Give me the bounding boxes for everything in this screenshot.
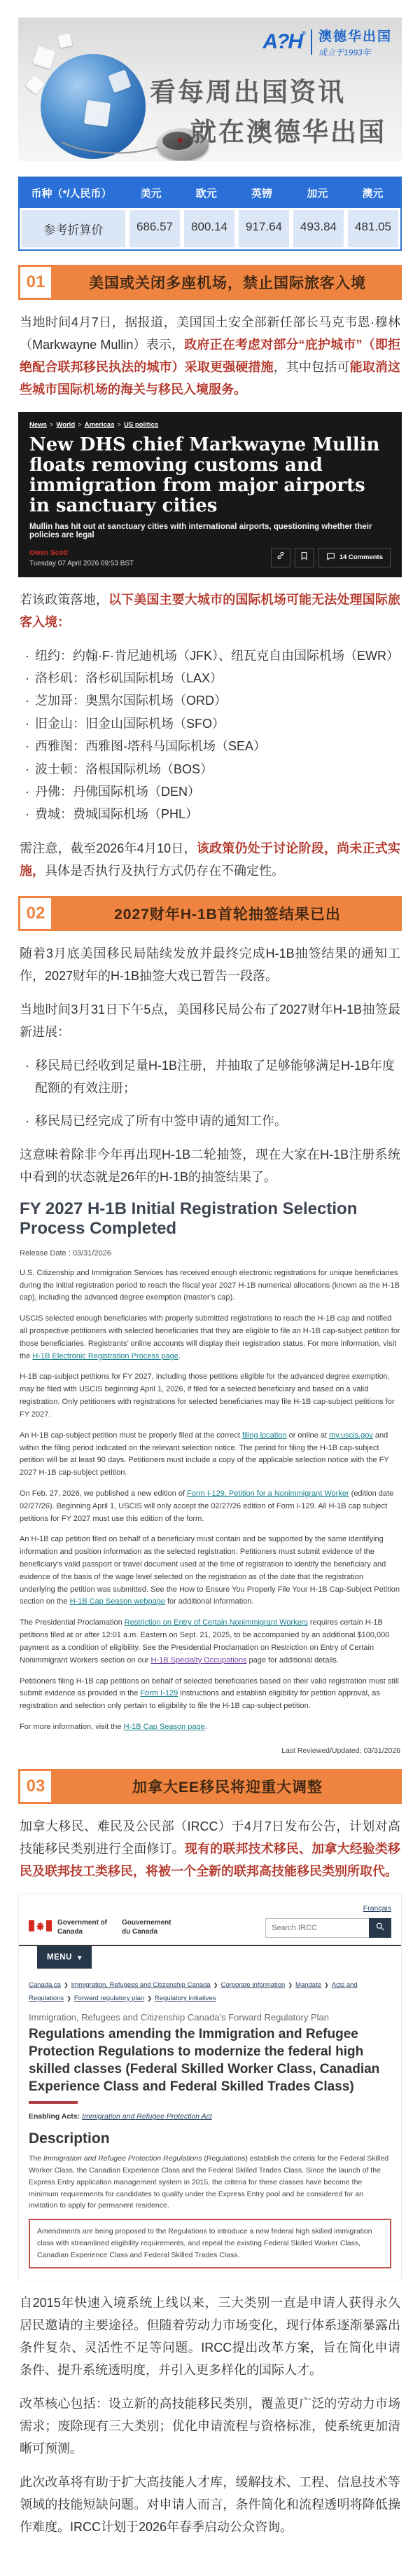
breadcrumb-link[interactable]: Mandate [295, 1981, 322, 1989]
fx-value: 800.14 [184, 210, 234, 247]
paragraph: 当地时间3月31日下午5点，美国移民局公布了2027财年H-1B抽签最新进展： [20, 1002, 400, 1039]
fx-header-cell: 英镑 [251, 188, 273, 200]
section-title: 美国或关闭多座机场，禁止国际旅客入境 [89, 275, 366, 291]
breadcrumb-link[interactable]: Acts and Regulations [29, 1981, 358, 2002]
puzzle-piece-icon [33, 46, 56, 69]
fx-data-row [20, 208, 400, 249]
link-h1b-cap-season-webpage[interactable]: H-1B Cap Season webpage [69, 1597, 165, 1606]
gov-of-canada-en: Government of Canada [57, 1919, 108, 1936]
breadcrumb-link[interactable]: Forward regulatory plan [74, 1994, 145, 2002]
uscis-paragraph: U.S. Citizenship and Immigration Services has received enough electronic registrations for unique beneficiaries during the initial registration period to reach the fiscal year 2027 H-1B numerical allocations (known as the H-1B cap), including the advanced degree exemption (master’s cap). [20, 1268, 400, 1302]
canada-header [29, 1918, 391, 1938]
fx-header-cell: 澳元 [362, 188, 384, 200]
gov-of-canada-fr: Gouvernement du Canada [122, 1919, 172, 1936]
news-meta [29, 548, 391, 567]
language-toggle-link[interactable]: Français [363, 1903, 391, 1913]
share-link-button[interactable] [271, 548, 290, 567]
uscis-paragraph: The Presidential Proclamation Restriction on Entry of Certain Nonimmigrant Workers requires certain H-1B petitions filed at or after 12:01 a.m. Eastern on Sept. 21, 2025, to be accompanied by an additional $100,000 payment as a condition of eligibility. See the Presidential Proclamation on Restriction on Entry of Certain Nonimmigrant Workers section on our H-1B Specialty Occupations page for additional details. [20, 1618, 390, 1665]
h1b-update-list [20, 1054, 400, 1132]
chevron-down-icon: ▾ [77, 1953, 83, 1962]
list-item: · 移民局已经收到足量H-1B注册，并抽取了足够能够满足H-1B年度配额的有效注册； [25, 1058, 396, 1096]
link-form-i129[interactable]: Form I-129 [140, 1689, 178, 1698]
fx-value: 481.05 [348, 210, 398, 247]
brand-founded: 成立于1993年 [318, 48, 371, 57]
fx-value: 917.64 [239, 210, 289, 247]
canada-flag-icon [29, 1920, 52, 1935]
news-subhead: Mullin has hit out at sanctuary cities with international airports, questioning whether their policies are legal [29, 522, 372, 539]
section-02-header [18, 896, 402, 931]
list-item: · 芝加哥：奥黑尔国际机场（ORD） [25, 694, 227, 708]
list-item: · 移民局已经完成了所有中签申请的通知工作。 [25, 1113, 287, 1128]
paragraph: 这意味着除非今年再出现H-1B二轮抽签，现在大家在H-1B注册系统中看到的状态就是26年的H-1B的抽签结果了。 [20, 1148, 400, 1185]
breadcrumb-link[interactable]: News [29, 421, 47, 429]
paragraph: 随着3月底美国移民局陆续发放并最终完成H-1B抽签结果的通知工作，2027财年的H-1B抽签大戏已暂告一段落。 [20, 946, 400, 983]
fx-header-cell: 币种（*/人民币） [31, 188, 112, 200]
breadcrumb-link[interactable]: Immigration, Refugees and Citizenship Canada [71, 1981, 211, 1989]
search-button[interactable] [369, 1918, 391, 1938]
breadcrumb-link[interactable]: Americas [84, 421, 115, 429]
banner [18, 18, 402, 161]
breadcrumb-link[interactable]: Corporate information [220, 1981, 286, 1989]
link-h1b-electronic-registration[interactable]: H-1B Electronic Registration Process page [32, 1351, 178, 1361]
airport-list [20, 645, 400, 826]
uscis-last-updated: Last Reviewed/Updated: 03/31/2026 [281, 1746, 400, 1755]
section-number: 02 [20, 898, 51, 929]
puzzle-piece-icon [84, 100, 111, 127]
uscis-release-date: Release Date : 03/31/2026 [20, 1248, 111, 1258]
section-03-header [18, 1769, 402, 1804]
fx-header-cell: 加元 [307, 188, 328, 200]
fx-row-label: 参考折算价 [22, 210, 125, 247]
fx-header-cell: 欧元 [195, 188, 217, 200]
section-01-header [18, 265, 402, 300]
banner-slogan: 看每周出国资讯 就在澳德华出国 [150, 78, 386, 147]
breadcrumb-link[interactable]: Regulatory initiatives [154, 1994, 216, 2002]
news-headline: New DHS chief Markwayne Mullin floats removing customs and immigration from major airports in sanctuary cities [29, 434, 380, 517]
paragraph: 当地时间4月7日，据报道，美国国土安全部新任部长马克韦恩·穆林（Markwayne Mullin）表示，政府正在考虑对部分“庇护城市”（即拒绝配合联邦移民执法的城市）采取更强硬措施，其中包括可能取消这些城市国际机场的海关与移民入境服务。 [20, 315, 401, 397]
exchange-rate-table [18, 177, 402, 251]
uscis-paragraph: Petitioners filing H-1B cap petitions on behalf of selected beneficiaries based on their valid registration must still submit evidence as provided in the Form I-129 instructions and establish eligibility for petition approval, as registration and selection only pertain to eligibility to file the H-1B cap-subject petition. [20, 1676, 399, 1711]
uscis-paragraph: H-1B cap-subject petitions for FY 2027, including those petitions eligible for the advanced degree exemption, may be filed with USCIS beginning April 1, 2026, if filed for a selected beneficiary and based on a valid registration. Only petitioners with registrations for selected beneficiaries may file H-1B cap-subject petitions for FY 2027. [20, 1372, 395, 1419]
comments-button[interactable] [318, 548, 391, 567]
section-title: 2027财年H-1B首轮抽签结果已出 [114, 906, 341, 923]
paragraph: 加拿大移民、难民及公民部（IRCC）于4月7日发布公告，计划对高技能移民类别进行全面修订。现有的联邦技术移民、加拿大经验类移民及联邦技工类移民，将被一个全新的联邦高技能移民类别所取代。 [20, 1819, 401, 1878]
uscis-paragraph: For more information, visit the H-1B Cap Season page. [20, 1722, 207, 1731]
list-item: · 西雅图：西雅图-塔科马国际机场（SEA） [25, 739, 267, 754]
fx-header-row [20, 178, 400, 208]
logo-divider [311, 29, 312, 55]
puzzle-piece-icon [57, 33, 72, 48]
news-breadcrumb: News > World > Americas > US politics [29, 421, 159, 429]
fx-value: 686.57 [130, 210, 180, 247]
link-proclamation-restriction[interactable]: Restriction on Entry of Certain Nonimmigrant Workers [124, 1618, 308, 1627]
comments-count-label: 14 Comments [339, 553, 383, 562]
regulation-heading: Regulations amending the Immigration and Refugee Protection Regulations to modernize the federal high skilled classes (Federal Skilled Worker Class, Canadian Experience Class and Federal Skilled Trades Class) [29, 2026, 380, 2095]
description-paragraph: The Immigration and Refugee Protection Regulations (Regulations) establish the criteria for the Federal Skilled Worker Class, the Canadian Experience Class and the Federal Skilled Trades Class. Since the launch of the Express Entry application management system in 2015, the criteria for these classes have become the minimum requirements for candidates to qualify under the Express Entry pool and be considered for an invitation to apply for permanent residence. [29, 2154, 389, 2210]
breadcrumb-link[interactable]: US politics [124, 421, 159, 429]
paragraph: 若该政策落地，以下美国主要大城市的国际机场可能无法处理国际旅客入境： [20, 592, 401, 629]
link-irpa[interactable]: Immigration and Refugee Protection Act [82, 2112, 212, 2121]
uscis-paragraph: An H-1B cap petition filed on behalf of a beneficiary must contain and be supported by the same identifying information and position information as the selected registration. Petitioners must submit evidence of the beneficiary’s valid passport or travel document used at the time of registration to identify the beneficiary and evidence of the basis of the wage level selected on the registration as of the date that the registration underlying the petition was submitted. See the How to Ensure You Properly File Your H-1B Cap-Subject Petition section on the H-1B Cap Season webpage for additional information. [20, 1535, 400, 1606]
breadcrumb-link[interactable]: World [56, 421, 76, 429]
paragraph: 自2015年快速入境系统上线以来，三大类别一直是申请人获得永久居民邀请的主要途径。但随着劳动力市场变化，现行体系逐渐暴露出条件复杂、灵活性不足等问题。IRCC提出改革方案，旨在简化申请条件、提升系统透明度，并引入更多样化的国际人才。 [20, 2295, 400, 2377]
brand-name: 澳德华出国 [318, 29, 392, 44]
link-h1b-cap-season-page[interactable]: H-1B Cap Season page [123, 1722, 205, 1731]
logo-mark: A?H® [262, 30, 304, 53]
news-author[interactable]: Owen Scott [29, 549, 69, 557]
link-my-uscis-gov[interactable]: my.uscis.gov [329, 1431, 373, 1440]
uscis-paragraph: On Feb. 27, 2026, we published a new edition of Form I-129, Petition for a Nonimmigrant Worker (edition date 02/27/26). Beginning April 1, USCIS will only accept the 02/27/26 edition of Form I-129. All H-1B cap subject petitions for FY 2027 must use this edition of the form. [20, 1489, 394, 1523]
forward-regulatory-plan-label: Immigration, Refugees and Citizenship Canada’s Forward Regulatory Plan [29, 2011, 329, 2023]
search-bar [265, 1918, 391, 1938]
search-icon [375, 1922, 385, 1934]
link-filing-location[interactable]: filing location [241, 1431, 287, 1440]
paragraph: 改革核心包括：设立新的高技能移民类别，覆盖更广泛的劳动力市场需求；废除现有三大类别；优化申请流程与资格标准，使系统更加清晰可预测。 [20, 2396, 400, 2456]
list-item: · 费城：费城国际机场（PHL） [25, 807, 199, 822]
search-input[interactable] [265, 1918, 369, 1938]
news-date: Tuesday 07 April 2026 09:53 BST [29, 559, 134, 567]
list-item: · 洛杉矶：洛杉矶国际机场（LAX） [25, 671, 223, 686]
brand-logo [262, 26, 392, 58]
uscis-title: FY 2027 H-1B Initial Registration Selection Process Completed [20, 1199, 358, 1239]
bookmark-icon [300, 551, 309, 564]
canada-gov-screenshot [18, 1894, 402, 2280]
fx-header-cell: 美元 [140, 188, 162, 200]
paragraph: 需注意，截至2026年4月10日，该政策仍处于讨论阶段，尚未正式实施，具体是否执行及执行方式仍存在不确定性。 [20, 841, 400, 878]
description-heading: Description [29, 2130, 110, 2147]
section-number: 03 [20, 1771, 51, 1802]
heading-accent-bar [29, 2101, 78, 2104]
list-item: · 旧金山：旧金山国际机场（SFO） [25, 716, 225, 731]
amendments-highlight-box: Amendments are being proposed to the Regulations to introduce a new federal high skilled immigration class with streamlined eligibility requirements, and repeal the existing Federal Skilled Worker Class, Canadian Experience Class and Federal Skilled Trades Class. [29, 2219, 391, 2268]
independent-article-screenshot [18, 412, 402, 577]
uscis-paragraph: An H-1B cap-subject petition must be properly filed at the correct filing location or online at my.uscis.gov and within the filing period indicated on the relevant selection notice. The period for filing the H-1B cap-subject petition will be at least 90 days. Petitioners must include a copy of the applicable selection notice with the FY 2027 H-1B cap-subject petition. [20, 1431, 389, 1478]
section-number: 01 [20, 267, 51, 298]
uscis-announcement-screenshot [20, 1199, 400, 1755]
canada-breadcrumb: Canada.ca ❯ Immigration, Refugees and Citizenship Canada ❯ Corporate information ❯ Mandate ❯ Acts and Regulations ❯ Forward regulatory plan ❯ Regulatory initiatives [29, 1981, 358, 2002]
section-title: 加拿大EE移民将迎重大调整 [132, 1779, 323, 1796]
link-icon [276, 551, 286, 564]
breadcrumb-link[interactable]: Canada.ca [29, 1981, 61, 1989]
paragraph: 此次改革将有助于扩大高技能人才库，缓解技术、工程、信息技术等领域的技能短缺问题。对申请人而言，条件简化和流程透明将降低操作难度。IRCC计划于2026年春季启动公众咨询。 [20, 2474, 400, 2534]
bookmark-button[interactable] [295, 548, 314, 567]
link-h1b-specialty-occupations[interactable]: H-1B Specialty Occupations [150, 1655, 247, 1665]
fx-value: 493.84 [293, 210, 344, 247]
comment-icon [326, 552, 335, 563]
list-item: · 波士顿：洛根国际机场（BOS） [25, 762, 214, 776]
menu-button[interactable]: MENU ▾ [37, 1946, 92, 1969]
link-form-i129-petition[interactable]: Form I-129, Petition for a Nonimmigrant Worker [187, 1489, 349, 1498]
list-item: · 纽约：约翰·F·肯尼迪机场（JFK）、纽瓦克自由国际机场（EWR） [25, 648, 399, 663]
uscis-paragraph: USCIS selected enough beneficiaries with properly submitted registrations to reach the H-1B cap and notified all prospective petitioners with selected beneficiaries that they are eligible to file an H-1B cap-subject petition for those beneficiaries. Registrants’ online accounts will display their registration status. For more information, visit the H-1B Electronic Registration Process page. [20, 1314, 400, 1361]
enabling-acts: Enabling Acts: Immigration and Refugee Protection Act [29, 2112, 212, 2121]
list-item: · 丹佛：丹佛国际机场（DEN） [25, 784, 201, 799]
